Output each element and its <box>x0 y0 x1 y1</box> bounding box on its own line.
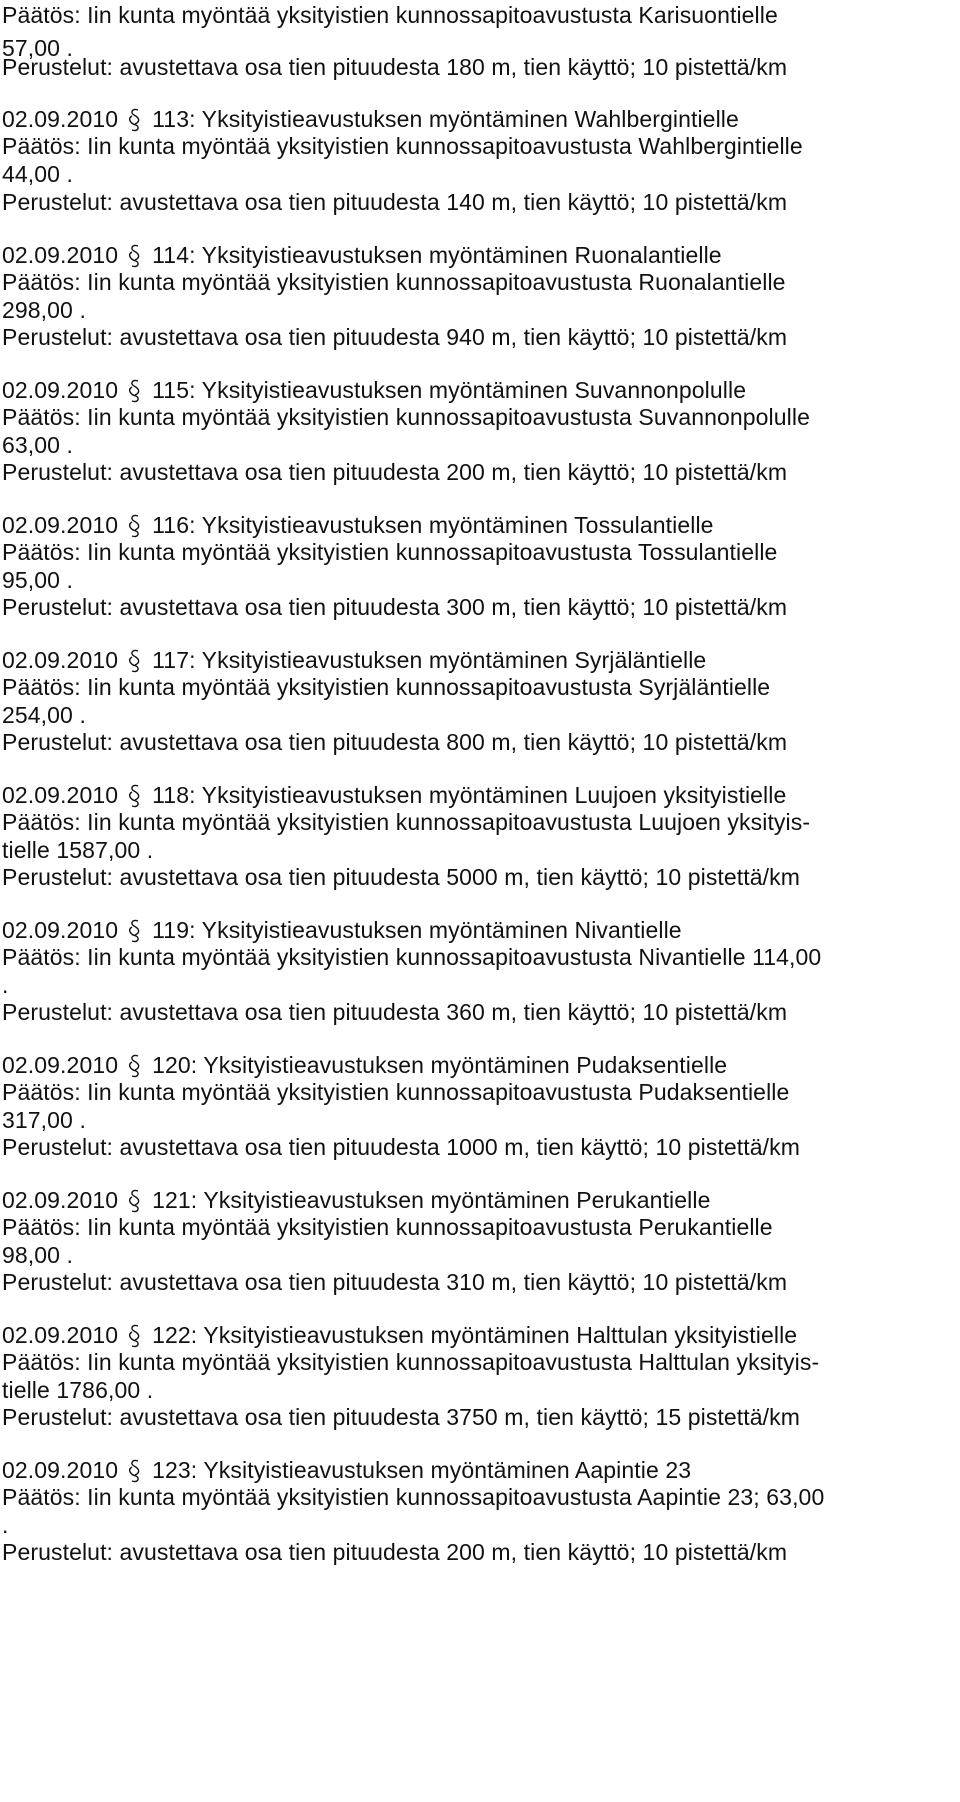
section-sign-icon <box>128 243 142 269</box>
section-decision-amount: . <box>2 972 9 998</box>
section-decision: Päätös: Iin kunta myöntää yksityistien kunnossapitoavustusta Perukantielle <box>2 1214 773 1240</box>
section-rationale: Perustelut: avustettava osa tien pituudesta 300 m, tien käyttö; 10 pistettä/km <box>2 594 788 620</box>
section-title: 113: Yksityistieavustuksen myöntäminen Wahlbergintielle <box>152 106 739 132</box>
section-sign-icon <box>128 918 142 944</box>
section-decision: Päätös: Iin kunta myöntää yksityistien kunnossapitoavustusta Luujoen yksityis- <box>2 809 811 835</box>
section-title: 116: Yksityistieavustuksen myöntäminen Tossulantielle <box>152 512 714 538</box>
section-date: 02.09.2010 <box>2 1457 119 1483</box>
section-rationale: Perustelut: avustettava osa tien pituudesta 140 m, tien käyttö; 10 pistettä/km <box>2 189 788 215</box>
section-decision: Päätös: Iin kunta myöntää yksityistien kunnossapitoavustusta Nivantielle 114,00 <box>2 944 822 970</box>
section-date: 02.09.2010 <box>2 377 119 403</box>
section-date: 02.09.2010 <box>2 242 119 268</box>
section-decision: Päätös: Iin kunta myöntää yksityistien kunnossapitoavustusta Halttulan yksityis- <box>2 1349 820 1375</box>
section-sign-icon <box>128 1053 142 1079</box>
section-sign-icon <box>128 107 142 133</box>
section-decision-amount: . <box>2 1512 9 1538</box>
section-sign-icon <box>128 1323 142 1349</box>
section-date: 02.09.2010 <box>2 917 119 943</box>
section-sign-icon <box>128 648 142 674</box>
section-rationale: Perustelut: avustettava osa tien pituudesta 200 m, tien käyttö; 10 pistettä/km <box>2 1539 788 1565</box>
section-decision: Päätös: Iin kunta myöntää yksityistien kunnossapitoavustusta Suvannonpolulle <box>2 404 810 430</box>
section-sign-icon <box>128 783 142 809</box>
section-rationale: Perustelut: avustettava osa tien pituudesta 200 m, tien käyttö; 10 pistettä/km <box>2 459 788 485</box>
section-title: 120: Yksityistieavustuksen myöntäminen Pudaksentielle <box>152 1052 728 1078</box>
section-decision-amount: 63,00 . <box>2 432 74 458</box>
section-sign-icon <box>128 1458 142 1484</box>
section-title: 121: Yksityistieavustuksen myöntäminen Perukantielle <box>152 1187 711 1213</box>
section-date: 02.09.2010 <box>2 782 119 808</box>
section-decision: Päätös: Iin kunta myöntää yksityistien kunnossapitoavustusta Syrjäläntielle <box>2 674 771 700</box>
section-decision-amount: 95,00 . <box>2 567 74 593</box>
section-decision-amount: 317,00 . <box>2 1107 86 1133</box>
section-title: 115: Yksityistieavustuksen myöntäminen Suvannonpolulle <box>152 377 747 403</box>
section-date: 02.09.2010 <box>2 1322 119 1348</box>
section-decision-amount: 44,00 . <box>2 161 74 187</box>
section-decision-amount: tielle 1587,00 . <box>2 837 154 863</box>
section-title: 118: Yksityistieavustuksen myöntäminen Luujoen yksityistielle <box>152 782 787 808</box>
section-decision: Päätös: Iin kunta myöntää yksityistien kunnossapitoavustusta Wahlbergintielle <box>2 133 803 159</box>
section-decision-amount: 98,00 . <box>2 1242 74 1268</box>
section-title: 119: Yksityistieavustuksen myöntäminen Nivantielle <box>152 917 682 943</box>
section-date: 02.09.2010 <box>2 1052 119 1078</box>
section-rationale: Perustelut: avustettava osa tien pituudesta 1000 m, tien käyttö; 10 pistettä/km <box>2 1134 801 1160</box>
intro-decision: Päätös: Iin kunta myöntää yksityistien kunnossapitoavustusta Karisuontielle <box>2 2 778 28</box>
section-rationale: Perustelut: avustettava osa tien pituudesta 940 m, tien käyttö; 10 pistettä/km <box>2 324 788 350</box>
intro-decision-amount: 57,00 . <box>2 35 74 61</box>
section-rationale: Perustelut: avustettava osa tien pituudesta 310 m, tien käyttö; 10 pistettä/km <box>2 1269 788 1295</box>
section-decision-amount: tielle 1786,00 . <box>2 1377 154 1403</box>
section-date: 02.09.2010 <box>2 512 119 538</box>
section-title: 117: Yksityistieavustuksen myöntäminen Syrjäläntielle <box>152 647 707 673</box>
section-sign-icon <box>128 1188 142 1214</box>
section-title: 123: Yksityistieavustuksen myöntäminen Aapintie 23 <box>152 1457 692 1483</box>
section-decision: Päätös: Iin kunta myöntää yksityistien kunnossapitoavustusta Ruonalantielle <box>2 269 786 295</box>
section-rationale: Perustelut: avustettava osa tien pituudesta 3750 m, tien käyttö; 15 pistettä/km <box>2 1404 801 1430</box>
section-date: 02.09.2010 <box>2 106 119 132</box>
section-date: 02.09.2010 <box>2 1187 119 1213</box>
intro-rationale: Perustelut: avustettava osa tien pituudesta 180 m, tien käyttö; 10 pistettä/km <box>2 54 788 80</box>
section-rationale: Perustelut: avustettava osa tien pituudesta 800 m, tien käyttö; 10 pistettä/km <box>2 729 788 755</box>
section-decision-amount: 254,00 . <box>2 702 86 728</box>
section-title: 114: Yksityistieavustuksen myöntäminen Ruonalantielle <box>152 242 722 268</box>
section-decision-amount: 298,00 . <box>2 297 86 323</box>
section-date: 02.09.2010 <box>2 647 119 673</box>
section-title: 122: Yksityistieavustuksen myöntäminen Halttulan yksityistielle <box>152 1322 798 1348</box>
section-rationale: Perustelut: avustettava osa tien pituudesta 5000 m, tien käyttö; 10 pistettä/km <box>2 864 801 890</box>
section-decision: Päätös: Iin kunta myöntää yksityistien kunnossapitoavustusta Tossulantielle <box>2 539 778 565</box>
section-decision: Päätös: Iin kunta myöntää yksityistien kunnossapitoavustusta Pudaksentielle <box>2 1079 790 1105</box>
section-sign-icon <box>128 378 142 404</box>
section-sign-icon <box>128 513 142 539</box>
section-decision: Päätös: Iin kunta myöntää yksityistien kunnossapitoavustusta Aapintie 23; 63,00 <box>2 1484 825 1510</box>
section-rationale: Perustelut: avustettava osa tien pituudesta 360 m, tien käyttö; 10 pistettä/km <box>2 999 788 1025</box>
